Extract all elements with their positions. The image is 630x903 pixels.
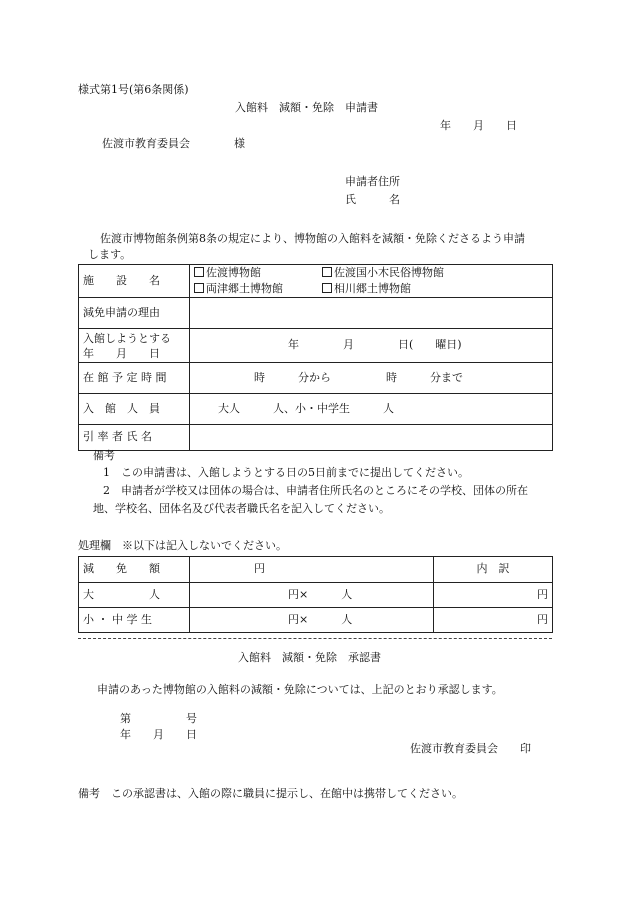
row-child: [79, 608, 553, 633]
visit-date-label: 入館しようとする 年 月 日: [79, 329, 190, 363]
applicant-name-label: 氏 名: [345, 193, 400, 206]
facility-option-ogi[interactable]: 佐渡国小木民俗博物館: [322, 265, 444, 281]
leader-label: 引 率 者 氏 名: [79, 425, 190, 451]
row-adult: [79, 583, 553, 608]
row-visit-date: [79, 329, 553, 363]
approval-signer: 佐渡市教育委員会 印: [410, 742, 531, 755]
approval-date: 年 月 日: [120, 728, 197, 741]
visitors-field[interactable]: 大人 人、小・中学生 人: [190, 394, 553, 425]
facility-label: 施 設 名: [79, 265, 190, 298]
checkbox-icon[interactable]: [322, 267, 332, 277]
approval-note: 備考 この承認書は、入館の際に職員に提示し、在館中は携帯してください。: [78, 787, 463, 800]
child-label: 小 ・ 中 学 生: [79, 608, 190, 633]
note-item-2: 2 申請者が学校又は団体の場合は、申請者住所氏名のところにその学校、団体の所在: [103, 484, 528, 497]
cut-line: [78, 638, 552, 639]
row-schedule: [79, 363, 553, 394]
child-breakdown: 円: [434, 608, 553, 633]
notes-heading: 備考: [93, 449, 115, 462]
application-table: [78, 264, 553, 451]
reduction-yen: 円: [190, 557, 434, 583]
reason-field[interactable]: [190, 298, 553, 329]
leader-field[interactable]: [190, 425, 553, 451]
page-title: 入館料 減額・免除 申請書: [235, 101, 378, 114]
child-amount: 円× 人: [190, 608, 434, 633]
row-visitors: [79, 394, 553, 425]
processing-heading: 処理欄 ※以下は記入しないでください。: [78, 539, 287, 552]
row-reduction: [79, 557, 553, 583]
request-text: 佐渡市博物館条例第8条の規定により、博物館の入館料を減額・免除くださるよう申請: [100, 232, 525, 245]
checkbox-icon[interactable]: [322, 283, 332, 293]
adult-breakdown: 円: [434, 583, 553, 608]
visit-date-field[interactable]: 年 月 日( 曜日): [190, 329, 553, 363]
facility-options: [190, 265, 553, 298]
breakdown-label: 内 訳: [434, 557, 553, 583]
adult-label: 大 人: [79, 583, 190, 608]
facility-option-ryotsu[interactable]: 両津郷土博物館: [194, 281, 322, 297]
approval-text: 申請のあった博物館の入館料の減額・免除については、上記のとおり承認します。: [97, 683, 503, 696]
date-line[interactable]: 年 月 日: [440, 119, 517, 132]
processing-table: [78, 556, 553, 633]
note-item-2-cont: 地、学校名、団体名及び代表者職氏名を記入してください。: [93, 502, 390, 515]
checkbox-icon[interactable]: [194, 283, 204, 293]
row-facility: [79, 265, 553, 298]
note-item-1: 1 この申請書は、入館しようとする日の5日前までに提出してください。: [103, 466, 469, 479]
schedule-label: 在 館 予 定 時 間: [79, 363, 190, 394]
approval-number: 第 号: [120, 712, 197, 725]
addressee: 佐渡市教育委員会 様: [102, 137, 245, 150]
visitors-label: 入 館 人 員: [79, 394, 190, 425]
schedule-field[interactable]: 時 分から 時 分まで: [190, 363, 553, 394]
row-reason: [79, 298, 553, 329]
applicant-address-label: 申請者住所: [345, 175, 400, 188]
row-leader: [79, 425, 553, 451]
approval-title: 入館料 減額・免除 承認書: [238, 651, 381, 664]
request-text-2: します。: [88, 248, 132, 261]
reduction-label: 減 免 額: [79, 557, 190, 583]
form-code: 様式第1号(第6条関係): [78, 83, 189, 96]
reason-label: 減免申請の理由: [79, 298, 190, 329]
facility-option-sado[interactable]: 佐渡博物館: [194, 265, 322, 281]
facility-option-aikawa[interactable]: 相川郷土博物館: [322, 281, 411, 297]
checkbox-icon[interactable]: [194, 267, 204, 277]
adult-amount: 円× 人: [190, 583, 434, 608]
